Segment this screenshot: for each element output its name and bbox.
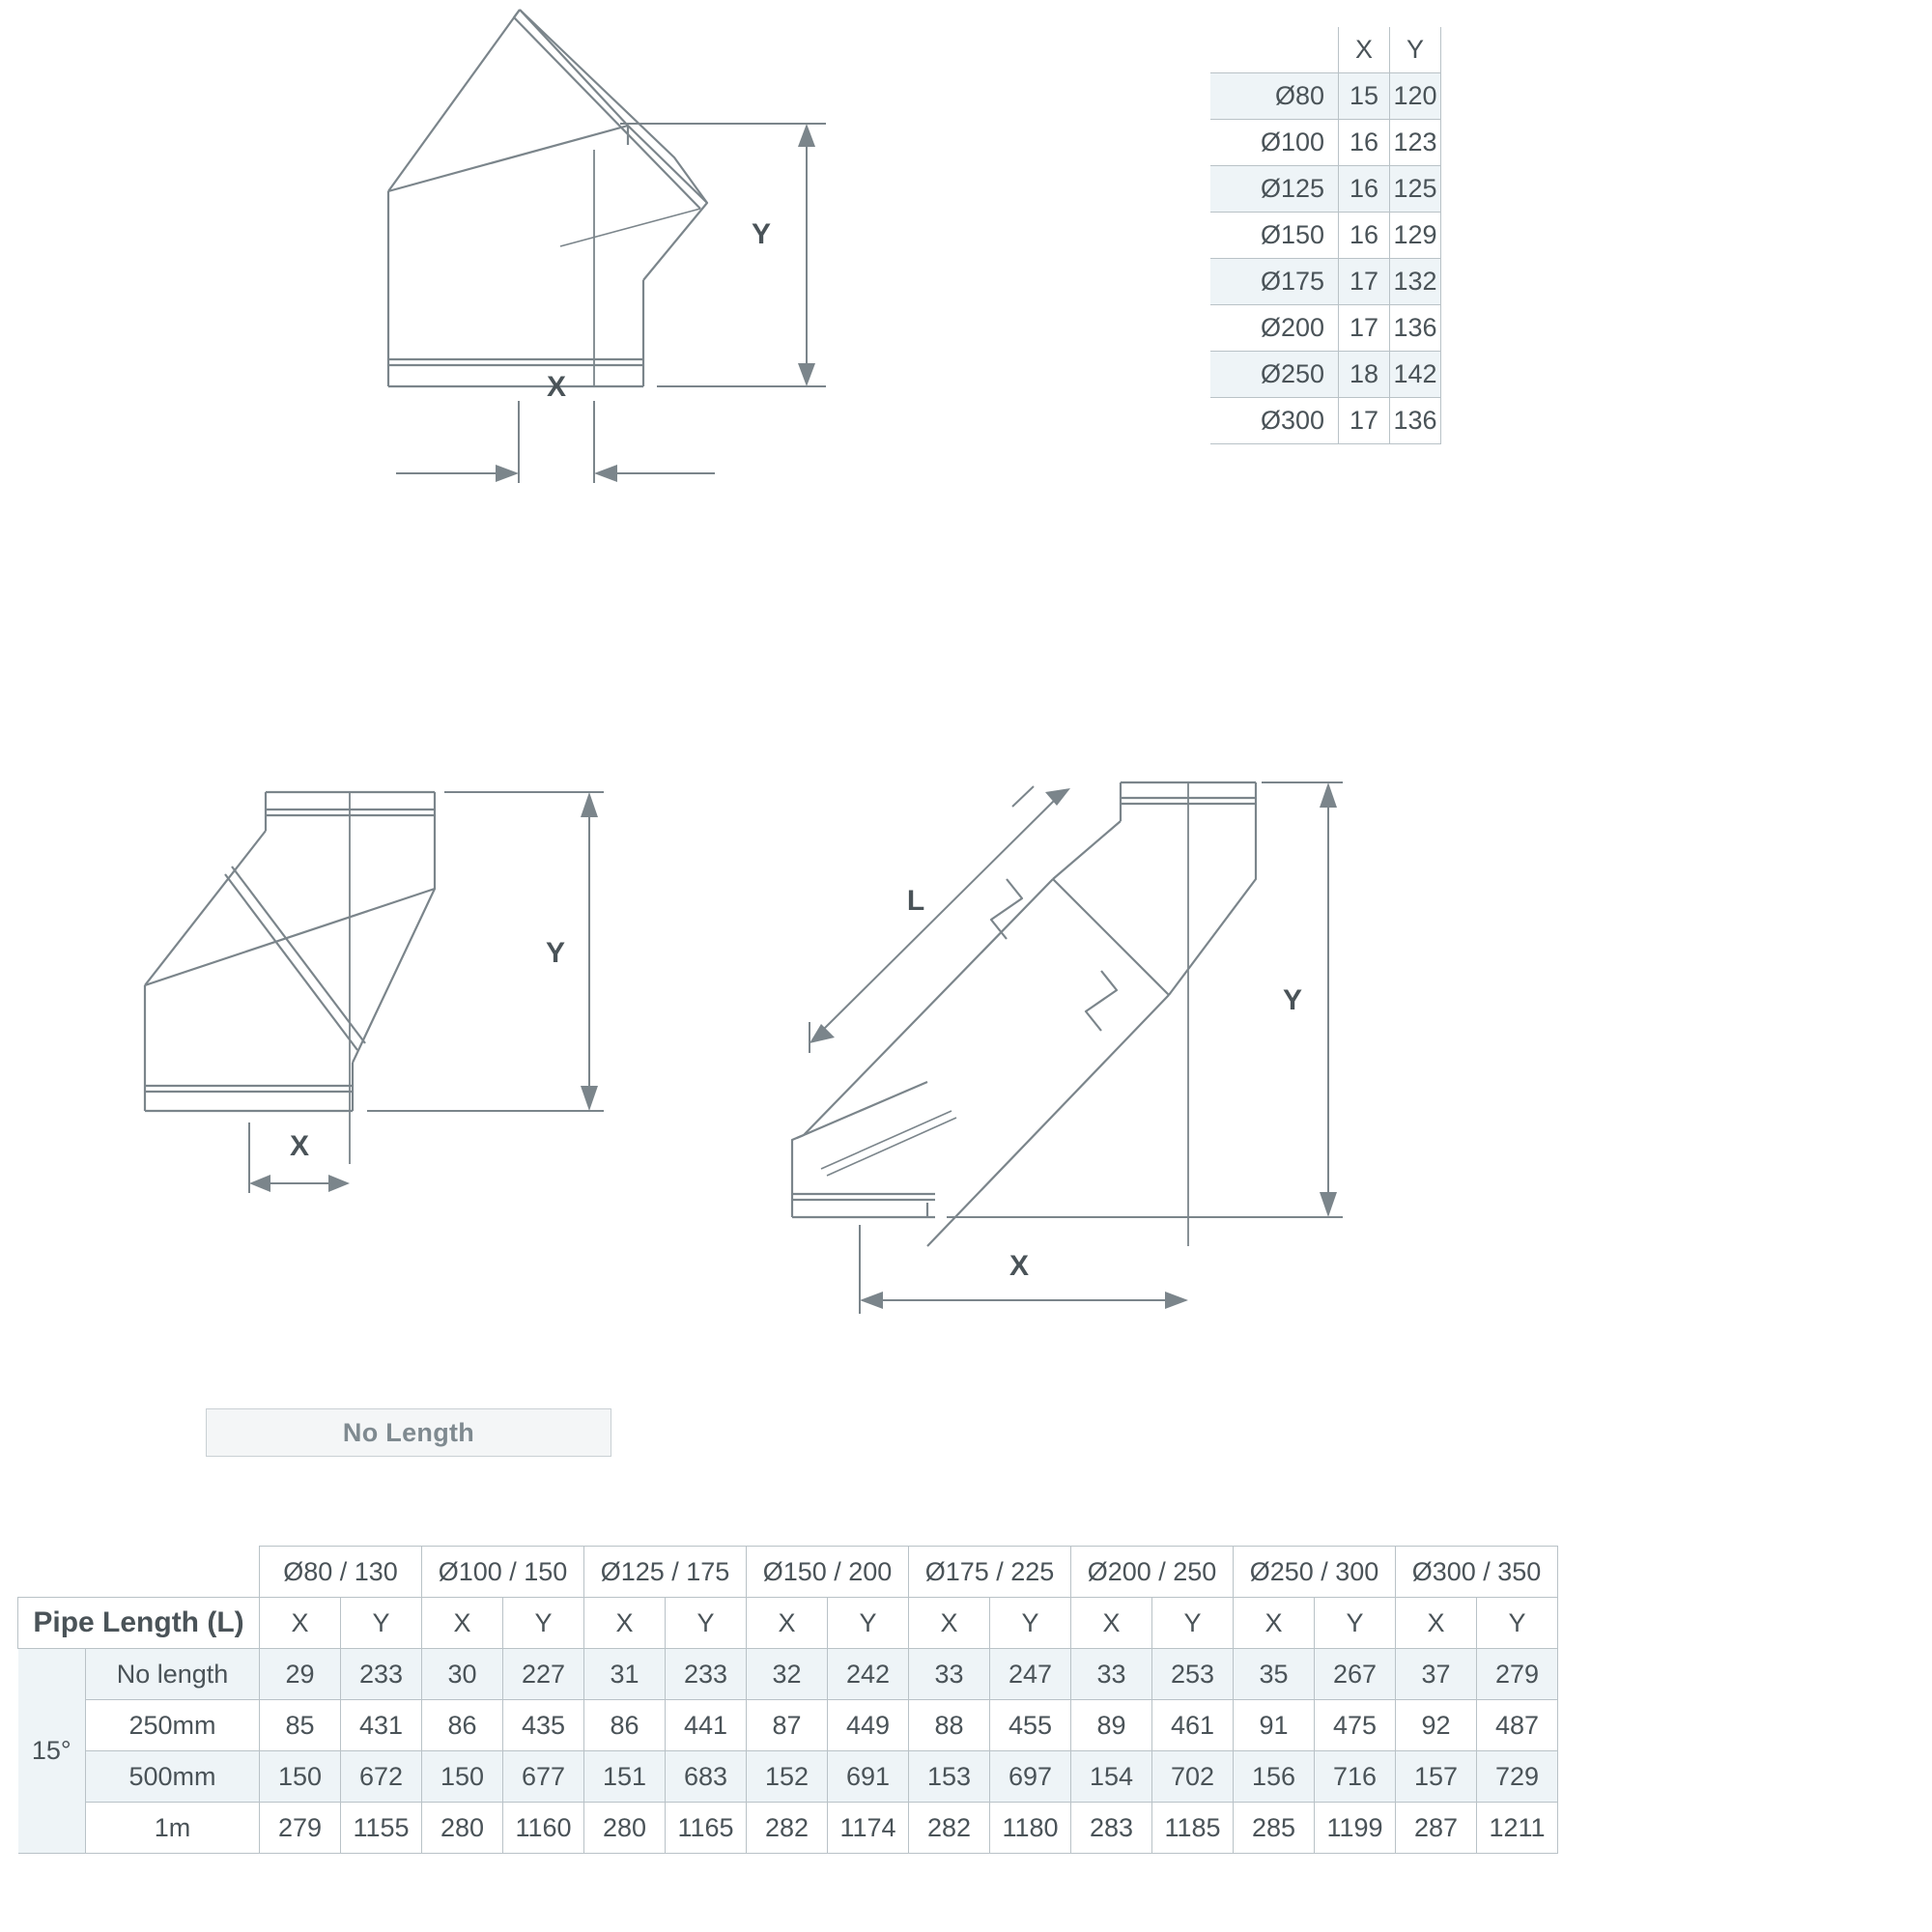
cell-value: 85	[260, 1700, 341, 1751]
value-x: 17	[1339, 398, 1390, 444]
cell-value: 253	[1152, 1649, 1234, 1700]
cell-value: 37	[1396, 1649, 1477, 1700]
value-x: 15	[1339, 73, 1390, 120]
cell-value: 283	[1071, 1803, 1152, 1854]
value-y: 136	[1390, 398, 1441, 444]
value-x: 16	[1339, 166, 1390, 213]
diameter-header: Ø175 / 225	[909, 1547, 1071, 1598]
diameter-header: Ø300 / 350	[1396, 1547, 1558, 1598]
small-table-header-x: X	[1339, 27, 1390, 73]
table-row	[1210, 305, 1441, 352]
col-header-x: X	[747, 1598, 828, 1649]
table-header-xy	[18, 1598, 1558, 1649]
cell-value: 282	[909, 1803, 990, 1854]
value-y: 129	[1390, 213, 1441, 259]
diameter-label: Ø100	[1210, 120, 1339, 166]
cell-value: 1165	[666, 1803, 747, 1854]
cell-value: 282	[747, 1803, 828, 1854]
diameter-label: Ø80	[1210, 73, 1339, 120]
value-y: 132	[1390, 259, 1441, 305]
value-x: 17	[1339, 259, 1390, 305]
value-x: 16	[1339, 213, 1390, 259]
col-header-x: X	[260, 1598, 341, 1649]
table-row	[1210, 166, 1441, 213]
label-x-right: X	[1009, 1250, 1030, 1282]
cell-value: 475	[1315, 1700, 1396, 1751]
table-row	[18, 1649, 1558, 1700]
cell-value: 86	[422, 1700, 503, 1751]
diameter-label: Ø150	[1210, 213, 1339, 259]
label-x-top: X	[546, 371, 567, 403]
diameter-header: Ø200 / 250	[1071, 1547, 1234, 1598]
col-header-x: X	[1234, 1598, 1315, 1649]
cell-value: 153	[909, 1751, 990, 1803]
cell-value: 152	[747, 1751, 828, 1803]
cell-value: 435	[503, 1700, 584, 1751]
diameter-label: Ø125	[1210, 166, 1339, 213]
value-y: 125	[1390, 166, 1441, 213]
row-label: 1m	[86, 1803, 260, 1854]
cell-value: 279	[1477, 1649, 1558, 1700]
table-row	[18, 1700, 1558, 1751]
col-header-x: X	[584, 1598, 666, 1649]
cell-value: 87	[747, 1700, 828, 1751]
cell-value: 1155	[341, 1803, 422, 1854]
col-header-y: Y	[990, 1598, 1071, 1649]
cell-value: 29	[260, 1649, 341, 1700]
table-row	[1210, 398, 1441, 444]
cell-value: 683	[666, 1751, 747, 1803]
cell-value: 455	[990, 1700, 1071, 1751]
cell-value: 150	[260, 1751, 341, 1803]
cell-value: 31	[584, 1649, 666, 1700]
col-header-y: Y	[503, 1598, 584, 1649]
cell-value: 461	[1152, 1700, 1234, 1751]
table-row	[1210, 213, 1441, 259]
cell-value: 1160	[503, 1803, 584, 1854]
row-label: 500mm	[86, 1751, 260, 1803]
diameter-header: Ø125 / 175	[584, 1547, 747, 1598]
table-row	[1210, 352, 1441, 398]
cell-value: 280	[422, 1803, 503, 1854]
header-corner-blank	[18, 1547, 260, 1598]
col-header-x: X	[909, 1598, 990, 1649]
cell-value: 279	[260, 1803, 341, 1854]
col-header-y: Y	[1152, 1598, 1234, 1649]
cell-value: 89	[1071, 1700, 1152, 1751]
value-y: 136	[1390, 305, 1441, 352]
cell-value: 431	[341, 1700, 422, 1751]
cell-value: 156	[1234, 1751, 1315, 1803]
table-row	[1210, 73, 1441, 120]
cell-value: 677	[503, 1751, 584, 1803]
no-length-badge: No Length	[206, 1408, 611, 1457]
label-y-right: Y	[1282, 984, 1303, 1016]
value-y: 142	[1390, 352, 1441, 398]
small-table-corner	[1210, 27, 1339, 73]
pipe-length-table	[17, 1546, 1558, 1854]
label-y-top: Y	[751, 218, 772, 250]
cell-value: 88	[909, 1700, 990, 1751]
cell-value: 150	[422, 1751, 503, 1803]
cell-value: 487	[1477, 1700, 1558, 1751]
label-y-middle: Y	[545, 937, 566, 969]
cell-value: 33	[1071, 1649, 1152, 1700]
table-header-diameters	[18, 1547, 1558, 1598]
cell-value: 1185	[1152, 1803, 1234, 1854]
cell-value: 287	[1396, 1803, 1477, 1854]
no-length-elbow-diagram	[116, 773, 657, 1256]
col-header-y: Y	[828, 1598, 909, 1649]
col-header-y: Y	[341, 1598, 422, 1649]
cell-value: 30	[422, 1649, 503, 1700]
small-table-header-y: Y	[1390, 27, 1441, 73]
diameter-header: Ø100 / 150	[422, 1547, 584, 1598]
col-header-x: X	[1071, 1598, 1152, 1649]
value-y: 123	[1390, 120, 1441, 166]
cell-value: 242	[828, 1649, 909, 1700]
cell-value: 151	[584, 1751, 666, 1803]
diameter-label: Ø175	[1210, 259, 1339, 305]
top-elbow-diagram	[367, 0, 1063, 464]
cell-value: 227	[503, 1649, 584, 1700]
cell-value: 154	[1071, 1751, 1152, 1803]
label-l-right: L	[906, 885, 925, 917]
pipe-length-elbow-diagram	[763, 763, 1381, 1282]
label-x-middle: X	[289, 1130, 310, 1162]
value-x: 16	[1339, 120, 1390, 166]
cell-value: 233	[666, 1649, 747, 1700]
pipe-length-header: Pipe Length (L)	[18, 1598, 260, 1649]
diameter-header: Ø250 / 300	[1234, 1547, 1396, 1598]
cell-value: 280	[584, 1803, 666, 1854]
table-row	[1210, 259, 1441, 305]
cell-value: 247	[990, 1649, 1071, 1700]
table-row	[18, 1803, 1558, 1854]
cell-value: 697	[990, 1751, 1071, 1803]
col-header-y: Y	[666, 1598, 747, 1649]
cell-value: 441	[666, 1700, 747, 1751]
col-header-x: X	[422, 1598, 503, 1649]
diameter-label: Ø250	[1210, 352, 1339, 398]
cell-value: 691	[828, 1751, 909, 1803]
cell-value: 267	[1315, 1649, 1396, 1700]
value-x: 17	[1339, 305, 1390, 352]
cell-value: 86	[584, 1700, 666, 1751]
table-row	[18, 1751, 1558, 1803]
diameter-label: Ø300	[1210, 398, 1339, 444]
angle-label: 15°	[18, 1649, 86, 1854]
row-label: 250mm	[86, 1700, 260, 1751]
col-header-y: Y	[1315, 1598, 1396, 1649]
cell-value: 157	[1396, 1751, 1477, 1803]
diameter-header: Ø80 / 130	[260, 1547, 422, 1598]
value-x: 18	[1339, 352, 1390, 398]
cell-value: 1180	[990, 1803, 1071, 1854]
cell-value: 1199	[1315, 1803, 1396, 1854]
cell-value: 32	[747, 1649, 828, 1700]
cell-value: 716	[1315, 1751, 1396, 1803]
diameter-label: Ø200	[1210, 305, 1339, 352]
cell-value: 233	[341, 1649, 422, 1700]
row-label: No length	[86, 1649, 260, 1700]
cell-value: 1174	[828, 1803, 909, 1854]
cell-value: 702	[1152, 1751, 1234, 1803]
cell-value: 449	[828, 1700, 909, 1751]
table-row	[1210, 120, 1441, 166]
col-header-x: X	[1396, 1598, 1477, 1649]
cell-value: 33	[909, 1649, 990, 1700]
cell-value: 285	[1234, 1803, 1315, 1854]
cell-value: 1211	[1477, 1803, 1558, 1854]
diameter-header: Ø150 / 200	[747, 1547, 909, 1598]
col-header-y: Y	[1477, 1598, 1558, 1649]
cell-value: 729	[1477, 1751, 1558, 1803]
cell-value: 35	[1234, 1649, 1315, 1700]
cell-value: 672	[341, 1751, 422, 1803]
cell-value: 92	[1396, 1700, 1477, 1751]
value-y: 120	[1390, 73, 1441, 120]
cell-value: 91	[1234, 1700, 1315, 1751]
xy-summary-table	[1210, 27, 1441, 444]
